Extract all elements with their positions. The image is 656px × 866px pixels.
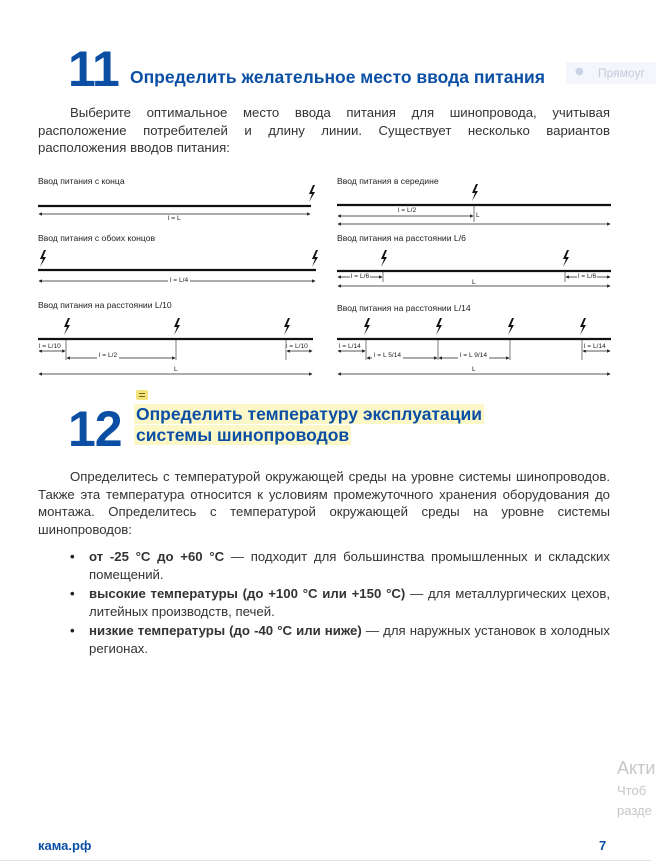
diagram-6-right-label: l = L/14 [584, 343, 606, 350]
lightning-icon [381, 250, 387, 267]
activation-watermark-title: Акти [617, 758, 656, 778]
lightning-icon [40, 250, 46, 267]
diagram-2-total-label: L [476, 212, 480, 219]
bullet-item [70, 548, 610, 583]
lightning-icon [64, 318, 70, 335]
lightning-icon [364, 318, 370, 335]
diagram-5-left-label: l = L/10 [39, 343, 61, 350]
temperature-bullets [70, 548, 610, 660]
section-12-number: 12 [68, 401, 122, 457]
shape-label-text: Прямоуг [598, 66, 645, 80]
section-12-title [134, 404, 484, 446]
diagram-1 [38, 185, 315, 214]
section-12-paragraph: Определитесь с температурой окружающей среды на уровне системы шинопроводов. Также эта температура относится к условиям промежуточного хранения оборудования до монтажа. Определитесь с температурой окружающей среды на уровне системы шинопроводов: [38, 469, 610, 537]
section-11-title: Определить желательное место ввода питания [130, 67, 545, 87]
page-number: 7 [599, 838, 607, 853]
footer-divider [0, 860, 651, 861]
section-11-number: 11 [68, 41, 119, 97]
lightning-icon [174, 318, 180, 335]
bullet-bold: от -25 °С до +60 °С [89, 549, 225, 564]
diagram-5-caption: Ввод питания на расстоянии L/10 [38, 300, 172, 310]
diagram-4-right-label: l = L/6 [578, 273, 597, 280]
diagram-5-right-label: l = L/10 [286, 343, 308, 350]
diagram-1-caption: Ввод питания с конца [38, 176, 125, 186]
bullet-bold: высокие температуры (до +100 °С или +150 °С) [89, 586, 406, 602]
diagram-4-left-label: l = L/6 [351, 273, 370, 280]
diagram-3-length-label: l = L/4 [170, 277, 189, 284]
diagram-2 [337, 184, 611, 224]
lightning-icon [284, 318, 290, 335]
section-11-paragraph: Выберите оптимальное место ввода питания для шинопровода, учитывая расположение потребителей и длину линии. Существует несколько вариантов расположения вводов питания: [38, 105, 610, 156]
diagram-6-caption: Ввод питания на расстоянии L/14 [337, 303, 471, 313]
diagram-6-left-label: l = L/14 [339, 343, 361, 350]
diagram-2-caption: Ввод питания в середине [337, 176, 439, 186]
diagram-6-mid2-label: l = L 9/14 [460, 352, 488, 359]
bullet-text: — для наружных установок в холодных регионах. [89, 623, 610, 656]
lightning-icon [312, 250, 318, 267]
lightning-icon [436, 318, 442, 335]
activation-watermark-line2: Чтоб [617, 783, 647, 798]
diagram-6-total-label: L [472, 366, 476, 373]
power-entry-diagrams [0, 0, 651, 390]
diagram-1-length-label: l = L [168, 215, 181, 222]
bullet-item [70, 585, 610, 620]
section-12-title-line2: системы шинопроводов [136, 425, 350, 445]
section-12-title-line1: Определить температуру эксплуатации [136, 404, 483, 424]
diagram-6-mid1-label: l = L 5/14 [374, 352, 402, 359]
lightning-icon [508, 318, 514, 335]
lightning-icon [580, 318, 586, 335]
lightning-icon [563, 250, 569, 267]
diagram-3-caption: Ввод питания с обоих концов [38, 233, 156, 243]
bullet-text: — для металлургических цехов, литейных производств, печей. [89, 586, 610, 619]
diagram-2-length-label: l = L/2 [398, 207, 417, 214]
bullet-text: — подходит для большинства промышленных и складских помещений. [89, 549, 610, 582]
bullet-bold: низкие температуры (до -40 °С или ниже) [89, 623, 362, 639]
diagram-4-caption: Ввод питания на расстоянии L/6 [337, 233, 466, 243]
footer-site-link[interactable]: кама.рф [38, 838, 92, 853]
activation-watermark-line3: разде [617, 803, 652, 818]
diagram-4-total-label: L [472, 279, 476, 286]
diagram-5-total-label: L [174, 366, 178, 373]
diagram-5-middle-label: l = L/2 [99, 352, 118, 359]
bullet-icon: ● [575, 66, 584, 77]
comment-icon[interactable] [136, 390, 148, 400]
lightning-icon [309, 185, 315, 202]
lightning-icon [472, 184, 478, 201]
bullet-item [70, 622, 610, 657]
